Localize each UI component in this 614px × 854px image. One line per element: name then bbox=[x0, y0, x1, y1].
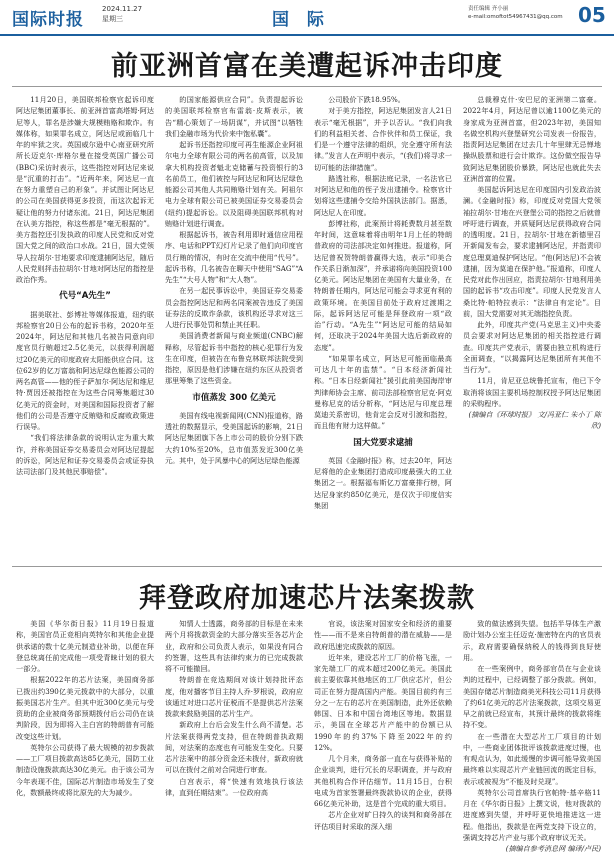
paragraph: 近年来，建设芯片工厂的价格飞涨，一家先端工厂的成本超过200亿美元。美国此前主要依靠其他地区的工厂供应芯片，但公司正在努力提高国内产能。美国目前约有三分之一左右的芯片在美国制造，此外还依赖韩国、日本和中国台湾地区等地。数据显示，美国在全球芯片产能中的份额已从1990年的约37%下降至2022年的约12%。 bbox=[314, 652, 452, 752]
paragraph: 根据2022年的芯片法案，美国商务部已拨出约390亿美元拨款中的大部分，以重振美国芯片生产。但其中近300亿美元与受资助的企业被商务部预期拨付后公司仍在谈判阶段，因为即将入主白宫的特朗普有可能改变这些计划。 bbox=[16, 675, 154, 741]
paragraph: 英特尔公司获得了最大规模的初步拨款——工厂项目拨款高达85亿美元，国防工业制造设施拨款高达30亿美元。由于该公司为今年表现不佳，国际芯片制造市场发生了变化，数额最终或将比原先的大为减少。 bbox=[16, 742, 154, 797]
article2-col3-body bbox=[314, 618, 452, 832]
article2-column-2 bbox=[165, 618, 303, 840]
article2-column-1 bbox=[16, 618, 154, 840]
paragraph: 特朗普在竞选期间对该计划持批评态度，他对播客节目主持人乔·罗根说，政府应该通过对进口芯片征税而不是提供芯片法案拨款来鼓励美国的芯片生产。 bbox=[165, 675, 303, 718]
article2-headline: 拜登政府加速芯片法案拨款 bbox=[139, 583, 475, 614]
paragraph: 英特尔公司首席执行官帕特·基辛格11月在《华尔街日报》上撰文说，他对拨款的进度感到失望，并呼吁更快地推进这一进程。他指出，拨款是在两党支持下设立的，强调支持芯片产业与那个政府审议无关。 bbox=[463, 787, 601, 842]
article2-col1-body bbox=[16, 618, 154, 798]
article1-col4-body bbox=[463, 94, 601, 409]
article2-column-3 bbox=[314, 618, 452, 840]
paragraph: 对于美方指控，阿达尼集团发言人21日表示“毫无根据”，并予以否认。“我们向我们的利益相关者、合作伙伴和员工保证，我们是一个遵守法律的组织，完全遵守所有法律。”发言人在声明中表示，“(我们)将寻求一切可能的法律措施”。 bbox=[314, 106, 452, 172]
paragraph: 美国《华尔街日报》11月19日报道称，美国官员正竞相向英特尔和其他企业提供承诺的数十亿美元制造业补助，以便在拜登总统离任前完成他一项受青睐计划的很大一部分。 bbox=[16, 619, 154, 673]
paragraph: 芯片企业对旷日持久的谈判和商务部在评估项目时采取的深入细 bbox=[314, 810, 452, 831]
article2-credit: (摘编自参考消息网 编译/卢民) bbox=[505, 844, 601, 853]
article1-column-3 bbox=[314, 94, 452, 558]
newspaper-logo: 国际时报 bbox=[12, 10, 84, 30]
email-line: e-mail:omoftot54967431@qq.com bbox=[468, 14, 563, 20]
article1-col1-body-b bbox=[16, 309, 154, 478]
issue-date: 2024.11.27 bbox=[102, 5, 143, 13]
paragraph: 美国有线电视新闻网(CNN)报道称，路透社的数据显示，受美国起诉的影响，21日阿达尼集团旗下各上市公司的股价分别下跌大约10%至20%，总市值蒸发近300亿美元。其中，处于风暴中心的阿达尼绿色能源 bbox=[165, 410, 303, 465]
paragraph: 据美联社、彭博社等媒体报道，纽约联邦检察官20日公布的起诉书称，2020年至2024年，阿达尼和其他几名被告同意向印度官员行贿超过2.5亿美元，以获得利润超过20亿美元的印度政府太阳能供应合同。这位62岁的亿万富翁和阿达尼绿色能源公司的两名高管——他的侄子萨加尔·阿达尼和维尼特·贾因还被指控在为这些合同筹集超过30亿美元的资金时，对美国和国际投资者了解他们的公司是否遵守反贿赂和反腐败政策进行误导。 bbox=[16, 309, 154, 431]
divider bbox=[12, 86, 602, 87]
article1-col3-body-b bbox=[314, 455, 452, 511]
paragraph: 官说，该法案对国家安全和经济的重要性——而不是来自特朗普的潜在威胁——是政府迅速完成拨款的原因。 bbox=[314, 619, 452, 651]
paragraph: 起诉书还指控印度可再生能源企业阿祖尔电力全球有限公司的两名前高管，以及加拿大机构投资者魁北克储蓄与投资银行的3名前员工，他们被控与阿达尼和阿达尼绿色能源公司其他人共同贿赂计划有关。阿祖尔电力全球有限公司已被美国证券交易委员会(纽约)提起诉讼。以及阻碍美国联邦机构对贿赂计划进行调查。 bbox=[165, 140, 303, 228]
article2-column-4 bbox=[463, 618, 601, 853]
paragraph: “我们将法律条款的说明认定为重大欺诈，并称美国证券交易委员会对阿达尼提起的诉讼，阿达尼和证券交易委员会或证券执法司法部门及其他民事赔偿”。 bbox=[16, 433, 154, 476]
paragraph: 新政府上台后会发生什么尚不清楚。芯片法案获得两党支持，但在特朗普执政期间，对法案的态度也有可能发生变化。只要芯片法案中的部分资金还未拨付，新政府就可以在拨付之前对合同进行审查。 bbox=[165, 720, 303, 775]
paragraph: 白宫表示，将“快速有效地执行该法律，直到任期结束”。一位政府高 bbox=[165, 776, 303, 797]
paragraph: “如果罪名成立，阿达尼可能面临最高可达几十年的监禁”。“日本经济新闻社称。“日本日经新闻社”援引此前美国海岸审判律师协会主席、前司法部检察官尼克·阿克曼称尼克的话分析称，“阿达尼与印度总理莫迪关系密切，他肯定会反对引渡和指控，而且他有财力这样做。” bbox=[314, 353, 452, 431]
issue-weekday: 星期三 bbox=[102, 15, 123, 23]
paragraph: 彭博社称，此案预计将耗费数月甚至数年时间，这意味着将由明年1月上任的特朗普政府的司法部决定如何推进。报道称，阿达尼曾祝贺特朗普赢得大选，表示“印美合作关系日渐加深”，并承诺将向美国投资100亿美元。阿达尼集团在美国有大量业务，在特朗普任期内，阿达尼可能会寻求更有利的政策环境。在美国目前处于政府过渡期之际，起诉阿达尼可能是拜登政府一项“政治”行动。“A先生”“阿达尼可能的结局如何，还取决于2024年美国大选后新政府的态度”。 bbox=[314, 218, 452, 352]
paragraph: 在另一起民事诉讼中，美国证券交易委员会指控阿达尼和两名同案被告违反了美国证券法的反欺诈条款，该机构还寻求对这三人进行民事处罚和禁止其任职。 bbox=[165, 286, 303, 329]
article1-col2-body bbox=[165, 94, 303, 387]
paragraph: 根据起诉书，被告利用即时通信应用程序、电话和PPT幻灯片记录了他们向印度官员行贿的情况，有时在交流中使用“代号”。起诉书称，几名被告在聊天中使用“SAG”“A先生”“大号人物”和“大人物”。 bbox=[165, 230, 303, 284]
paragraph: 公司股价下跌18.95%。 bbox=[328, 95, 405, 104]
page-number: 05 bbox=[578, 3, 606, 27]
section-title: 国 际 bbox=[272, 10, 330, 30]
article1-col2-body-b bbox=[165, 410, 303, 466]
editor-line: 责任编辑 齐小丽 bbox=[468, 6, 509, 12]
paragraph: 致的做法感到失望。包括半导体生产激励计划办公室主任迈克·施密特在内的官员表示，政府需要确保纳税人的钱得到良好使用。 bbox=[463, 619, 601, 662]
article1-subhead-2: 市值蒸发 300 亿美元 bbox=[192, 392, 276, 403]
article2-col2-body bbox=[165, 618, 303, 798]
masthead bbox=[0, 0, 614, 36]
paragraph: 英国《金融时报》称，过去20年，阿达尼将他的企业集团打造成印度最强大的工业集团之一。根据福布斯亿万富豪排行榜，阿达尼身家约850亿美元，是仅次于印度信实集团 bbox=[314, 455, 452, 510]
article1-subhead-1: 代号“A先生” bbox=[59, 291, 111, 302]
paragraph: 几个月来，商务部一直在与获得补贴的企业谈判，进行冗长的尽职调查，并与政府其他机构合作评估细节。11月15日，台积电成为首家签署最终拨款协议的企业，获得66亿美元补助，这是首个完成的重大项目。 bbox=[314, 754, 452, 808]
article1-col1-body bbox=[16, 94, 154, 285]
paragraph: 此外，印度共产党(马克思主义)中央委员会要求对阿达尼集团的相关指控进行调查。印度共产党表示，需要由独立机构进行全面调查，“以揭露阿达尼集团所有其他不当行为”。 bbox=[463, 320, 601, 374]
editor-info bbox=[468, 5, 563, 21]
paragraph: 知情人士透露，商务部的目标是在未来两个月将拨款资金的大部分落实至各芯片企业，政府和公司负责人表示，如果没有同合约签署，这些具有法律约束力的已完成拨款将不可能撤回。 bbox=[165, 619, 303, 673]
paragraph: 的国家能源供应合同”。负责提起诉讼的美国联邦检察官布雷翁·皮斯表示，被告“精心策划了一场阴谋”，并试图“以牺牲我们金融市场为代价来中饱私囊”。 bbox=[165, 95, 303, 138]
divider bbox=[12, 566, 602, 567]
paragraph: 在一些案例中，商务部官员在与企业谈判的过程中，已经调整了部分拨款。例如，美国存储芯片制造商美光科技公司11月获得了约61亿美元的芯片法案拨款，这项交易更早之前就已经宣布，其预计最终的拨款将维持不变。 bbox=[463, 664, 601, 730]
paragraph: 11月20日，美国联邦检察官起诉印度阿达尼集团董事长、前亚洲首富高塔姆·阿达尼等人，罪名是涉嫌大规模贿赂和欺诈。有媒体称，如果罪名成立，阿达尼或面临几十年的牢狱之灾。英国威尔逊中心南亚研究所所长迈克尔·库格尔曼在接受英国广播公司(BBC)采访时表示，这些指控对阿达尼来说是“沉重的打击”。“近两年来，阿达尼一直在努力重塑自己的形象”。并试图让阿达尼的公司在美国获得更多投资，而这次起诉无疑让他的努力付诸东流。21日，阿达尼集团在认美方指控，称这些都是“毫无根据的”。美方指控还引发执政的印度人民党和反对党国大党之间的政治口水战。21日，国大党领导人拉胡尔·甘地要求印度逮捕阿达尼，随后人民党则抨击拉胡尔·甘地对阿达尼的指控是政治作秀。 bbox=[16, 95, 154, 284]
paragraph: 美国起诉阿达尼在印度国内引发政治波澜。《金融时报》称，印度反对党国大党领袖拉胡尔·甘地在兴登堡公司的指控之后就曾呼吁进行调查，并质疑阿达尼获得政府合同的透明度。21日，拉胡尔·甘地在新德里召开新闻发布会，要求逮捕阿达尼，并指责印度总理莫迪保护阿达尼。“他(阿达尼)不会被逮捕，因为莫迪在保护他。”报道称，印度人民党对此作出回应，指责拉胡尔·甘地利用美国的起诉书“攻击印度”。印度人民党发言人桑比特·帕特拉表示：“法律自有定论”。目前，国大党需要对其无端指控负责。 bbox=[463, 185, 601, 318]
paragraph: 总裁穆克什·安巴尼的亚洲第二富豪。2022年4月，阿达尼曾以逾1100亿美元的身家成为亚洲首富，但2023年初，美国知名做空机构兴登堡研究公司发表一份报告，指责阿达尼集团在过去几十年里肆无忌惮地操纵股票和进行会计欺诈。这份做空报告导致阿达尼集团股价暴跌，阿达尼也就此失去亚洲首富的位置。 bbox=[463, 95, 601, 183]
article1-column-1 bbox=[16, 94, 154, 558]
article2-col4-body bbox=[463, 618, 601, 843]
paragraph: 11月，肯尼亚总统鲁托宣布，他已下令取消将该国主要机场控制权授予阿达尼集团的采购程序。 bbox=[463, 376, 601, 408]
article1-credit: (摘编自《环球时报》 文/冯亚仁 朱小丁 陈欣) bbox=[468, 410, 601, 431]
paragraph: 在一些潜在大型芯片工厂项目的计划中，一些商业团体批评该拨款进度过慢，也有观点认为，如此缓慢的步调可能导致美国最终难以实现芯片产业链回流的既定目标，表示或被视为“不能及时兑现”。 bbox=[463, 731, 601, 786]
article1-subhead-3: 国大党要求逮捕 bbox=[353, 437, 413, 448]
article1-col3-body bbox=[314, 94, 452, 432]
paragraph: 路透社称，根据法庭记录，一名法官已对阿达尼和他的侄子发出逮捕令。检察官计划将这些逮捕令交给外国执法部门。据悉，阿达尼人在印度。 bbox=[314, 173, 452, 217]
issue-date-block bbox=[102, 4, 142, 24]
paragraph: 美国消费者新闻与商业频道(CNBC)解释称，尽管起诉书中指控的核心犯罪行为发生在印度，但被告在布鲁克林联邦法院受到指控，原因是他们涉嫌在纽约东区从投资者那里筹集了这些资金。 bbox=[165, 331, 303, 386]
article1-headline: 前亚洲首富在美遭起诉冲击印度 bbox=[111, 51, 503, 82]
article1-column-2 bbox=[165, 94, 303, 558]
article1-column-4 bbox=[463, 94, 601, 558]
